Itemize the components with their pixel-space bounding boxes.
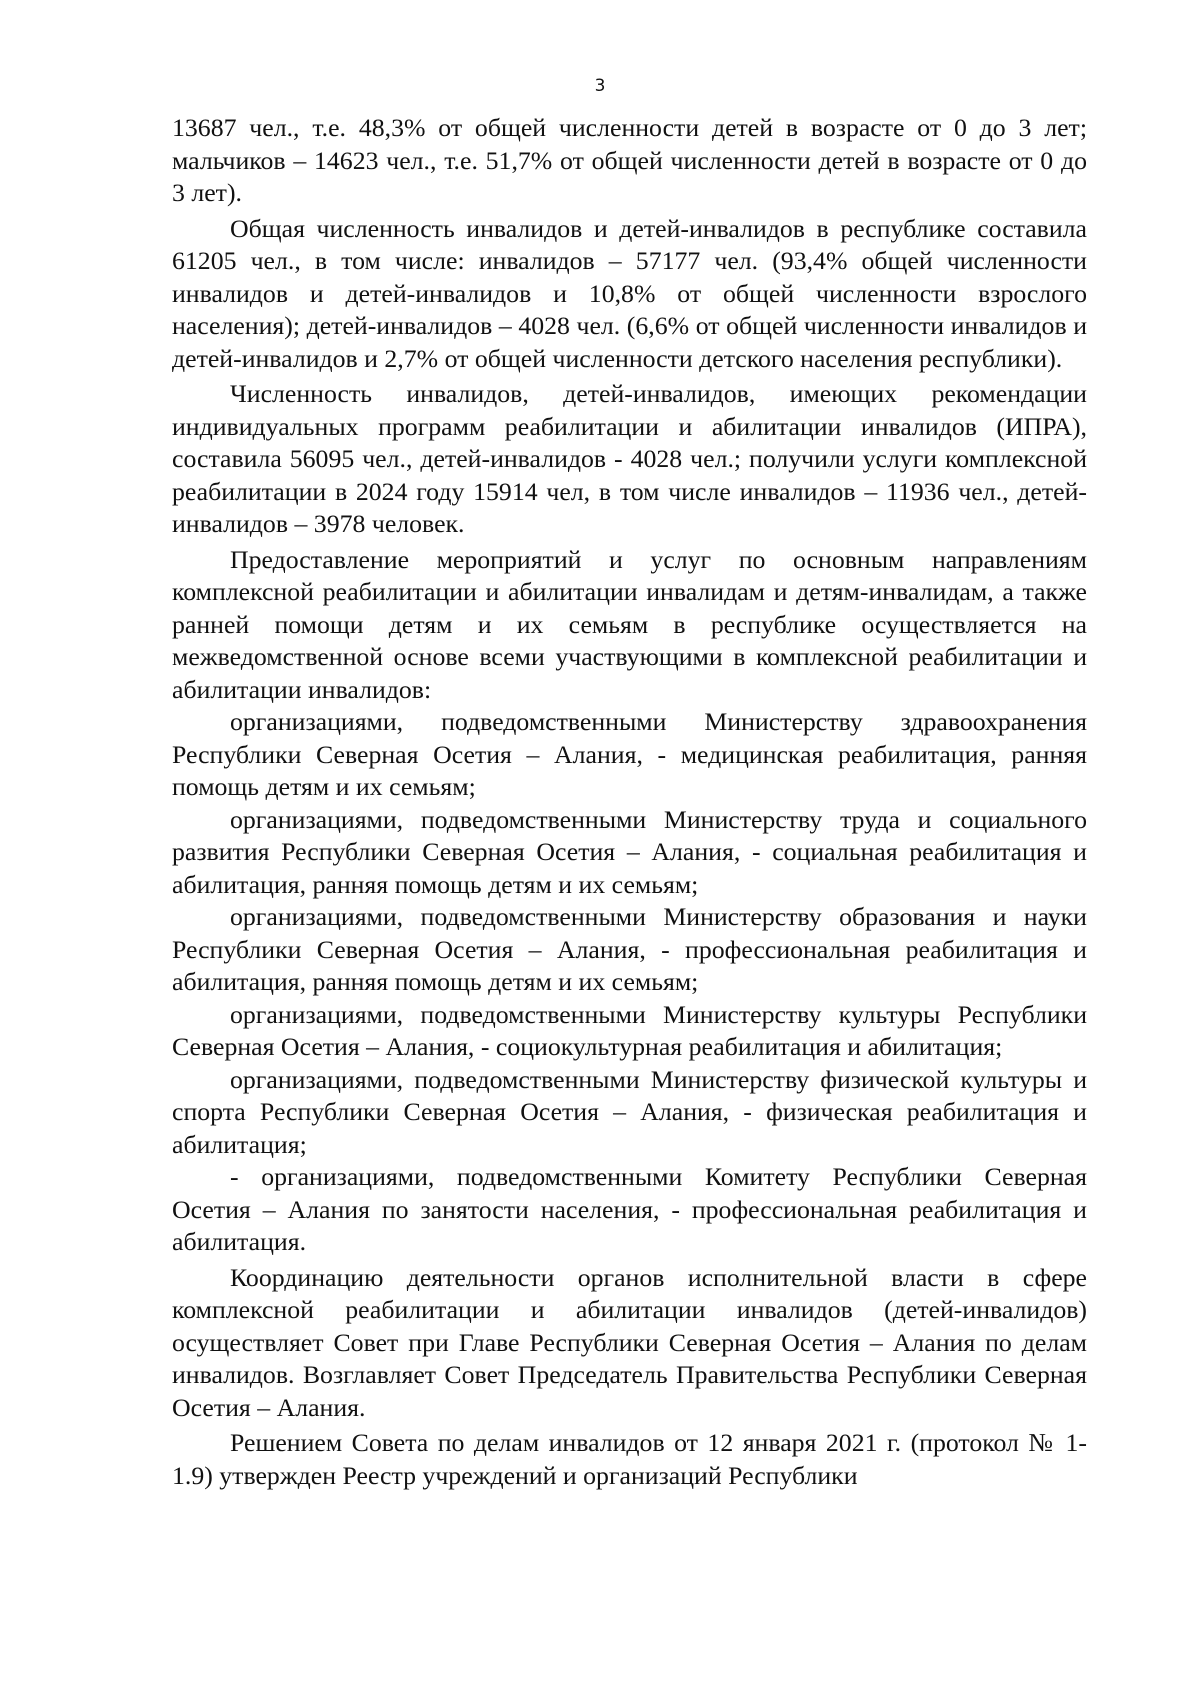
paragraph-disabled-population: Общая численность инвалидов и детей-инвалидов в республике составила 61205 чел., в том числе: инвалидов – 57177 чел. (93,4% общей численности инвалидов и детей-инвалидов и 10,8% от общей численности взрослого населения); детей-инвалидов – 4028 чел. (6,6% от общей численности инвалидов и детей-инвалидов и 2,7% от общей численности детского населения республики).	[172, 213, 1087, 373]
list-item-employment-committee: - организациями, подведомственными Комитету Республики Северная Осетия – Алания по занятости населения, - профессиональная реабилитация и абилитация.	[172, 1162, 1087, 1256]
paragraph-ipra-recommendations: Численность инвалидов, детей-инвалидов, имеющих рекомендации индивидуальных программ реабилитации и абилитации инвалидов (ИПРА), составила 56095 чел., детей-инвалидов - 4028 чел.; получили услуги комплексной реабилитации в 2024 году 15914 чел, в том числе инвалидов – 11936 чел., детей-инвалидов – 3978 человек.	[172, 379, 1087, 538]
list-item-sport-ministry: организациями, подведомственными Министерству физической культуры и спорта Республики Северная Осетия – Алания, - физическая реабилитация и абилитация;	[172, 1064, 1087, 1159]
document-body	[172, 112, 1087, 1492]
paragraph-council-coordination: Координацию деятельности органов исполнительной власти в сфере комплексной реабилитации и абилитации инвалидов (детей-инвалидов) осуществляет Совет при Главе Республики Северная Осетия – Алания по делам инвалидов. Возглавляет Совет Председатель Правительства Республики Северная Осетия – Алания.	[172, 1262, 1087, 1422]
list-item-culture-ministry: организациями, подведомственными Министерству культуры Республики Северная Осетия – Алания, - социокультурная реабилитация и абилитация;	[172, 999, 1087, 1061]
list-item-labor-ministry: организациями, подведомственными Министерству труда и социального развития Республики Северная Осетия – Алания, - социальная реабилитация и абилитация, ранняя помощь детям и их семьям;	[172, 804, 1087, 899]
paragraph-children-by-gender: 13687 чел., т.е. 48,3% от общей численности детей в возрасте от 0 до 3 лет; мальчиков – 14623 чел., т.е. 51,7% от общей численности детей в возрасте от 0 до 3 лет).	[172, 113, 1087, 207]
list-item-health-ministry: организациями, подведомственными Министерству здравоохранения Республики Северная Осетия – Алания, - медицинская реабилитация, ранняя помощь детям и их семьям;	[172, 707, 1087, 801]
page-number: 3	[594, 76, 606, 96]
list-item-education-ministry: организациями, подведомственными Министерству образования и науки Республики Северная Осетия – Алания, - профессиональная реабилитация и абилитация, ранняя помощь детям и их семьям;	[172, 902, 1087, 996]
paragraph-council-decision: Решением Совета по делам инвалидов от 12 января 2021 г. (протокол № 1-1.9) утвержден Реестр учреждений и организаций Республики	[172, 1428, 1087, 1490]
paragraph-interagency-services: Предоставление мероприятий и услуг по основным направлениям комплексной реабилитации и абилитации инвалидам и детям-инвалидам, а также ранней помощи детям и их семьям в республике осуществляется на межведомственной основе всеми участвующими в комплексной реабилитации и абилитации инвалидов:	[172, 544, 1087, 704]
